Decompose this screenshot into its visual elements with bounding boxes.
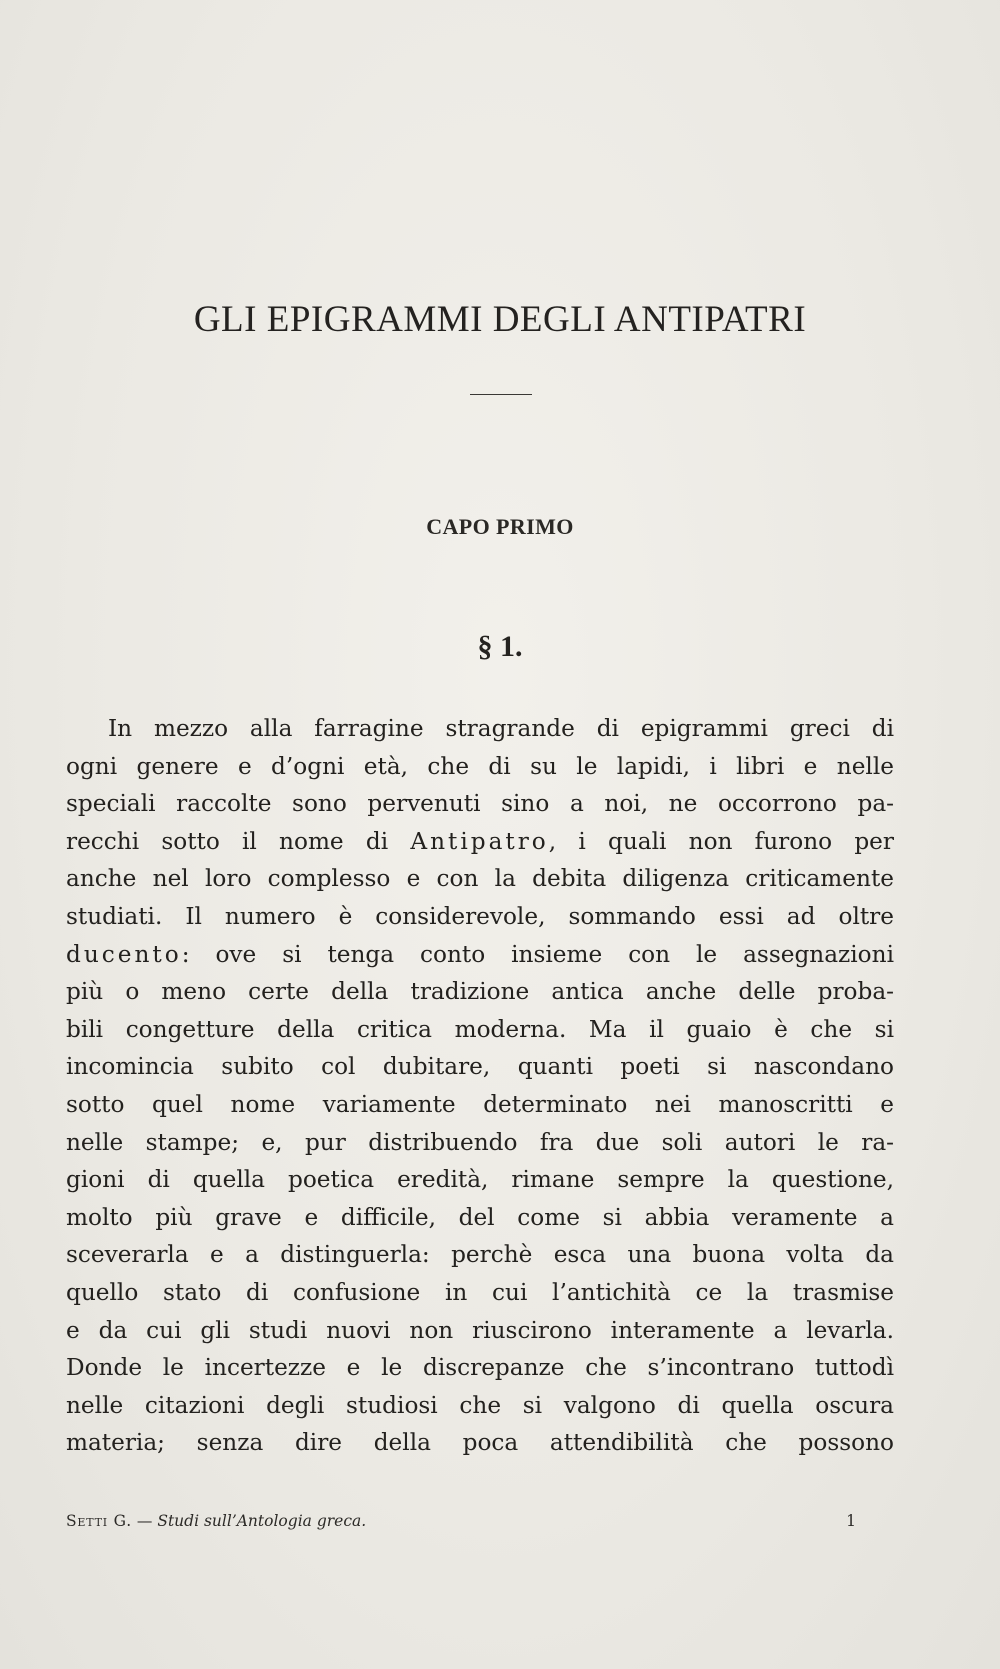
text-line [66, 860, 894, 898]
text-segment: molto più grave e difficile, del come si abbia veramente a [66, 1203, 894, 1231]
footer-citation [66, 1512, 366, 1530]
text-segment: e da cui gli studi nuovi non riuscirono interamente a levarla. [66, 1316, 894, 1344]
text-segment: bili congetture della critica moderna. Ma il guaio è che si [66, 1015, 894, 1043]
text-segment: sotto quel nome variamente determinato nei manoscritti e [66, 1090, 894, 1118]
text-segment: studiati. Il numero è considerevole, sommando essi ad oltre [66, 902, 894, 930]
text-segment: ogni genere e d’ogni età, che di su le lapidi, i libri e nelle [66, 752, 894, 780]
text-segment: In mezzo alla farragine stragrande di epigrammi greci di [108, 715, 894, 742]
text-line [66, 1161, 894, 1199]
text-line [66, 1124, 894, 1162]
text-segment: quello stato di confusione in cui l’antichità ce la trasmise [66, 1278, 894, 1306]
text-segment: speciali raccolte sono pervenuti sino a noi, ne occorrono pa- [66, 790, 894, 818]
text-line [66, 1424, 894, 1462]
text-line [66, 973, 894, 1011]
text-line [66, 898, 894, 936]
chapter-heading: CAPO PRIMO [426, 514, 574, 539]
text-line [66, 1274, 894, 1312]
text-segment: Donde le incertezze e le discrepanze che s’incontrano tuttodì [66, 1354, 894, 1382]
text-segment: nelle stampe; e, pur distribuendo fra due soli autori le ra- [66, 1128, 894, 1156]
text-line [66, 1048, 894, 1086]
text-segment: sceverarla e a distinguerla: perchè esca una buona volta da [66, 1241, 894, 1269]
text-line [66, 1011, 894, 1049]
section-heading: § 1. [477, 630, 523, 663]
footer-work-title: Studi sull’Antologia greca. [157, 1512, 367, 1530]
text-segment: più o meno certe della tradizione antica anche delle proba- [66, 978, 894, 1006]
footer-dash: — [131, 1512, 158, 1530]
text-segment: anche nel loro complesso e con la debita diligenza criticamente [66, 865, 894, 893]
spaced-name: Antipatro [410, 827, 549, 855]
title-divider [470, 394, 532, 395]
text-line [66, 1236, 894, 1274]
footer-author: Setti G. [66, 1512, 132, 1530]
page-number: 1 [846, 1512, 856, 1530]
text-line [66, 1086, 894, 1124]
text-segment: incomincia subito col dubitare, quanti poeti si nascondano [66, 1053, 894, 1081]
text-segment: nelle citazioni degli studiosi che si valgono di quella oscura [66, 1391, 894, 1419]
text-line [66, 1349, 894, 1387]
text-segment: recchi sotto il nome di [66, 827, 411, 855]
text-line [66, 1199, 894, 1237]
text-segment: materia; senza dire della poca attendibilità che possono [66, 1429, 894, 1457]
text-line [66, 1387, 894, 1425]
text-line [66, 823, 894, 861]
spaced-name: ducento [66, 940, 182, 968]
page-footer [66, 1512, 856, 1530]
text-line [66, 710, 894, 748]
text-segment: : ove si tenga conto insieme con le assegnazioni [181, 940, 894, 968]
text-line [66, 748, 894, 786]
text-segment: gioni di quella poetica eredità, rimane sempre la questione, [66, 1166, 894, 1194]
body-paragraph [66, 710, 894, 1462]
text-line [66, 936, 894, 974]
text-line [66, 1312, 894, 1350]
text-line [66, 785, 894, 823]
text-segment: , i quali non furono per [548, 827, 894, 855]
page-title: GLI EPIGRAMMI DEGLI ANTIPATRI [193, 299, 807, 340]
